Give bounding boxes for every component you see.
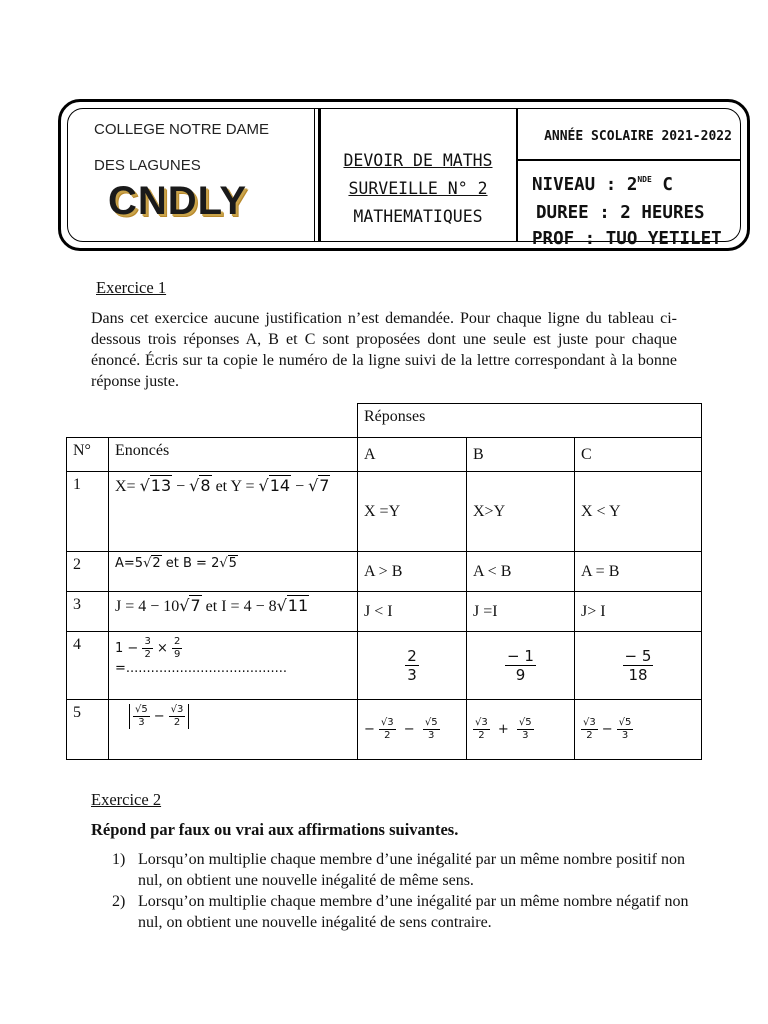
answer-c: J> I — [575, 592, 702, 632]
list-item: 2) Lorsqu’on multiplie chaque membre d’une inégalité par un même nombre négatif non nul, on obtient une nouvelle inégalité de sens contraire. — [112, 893, 689, 931]
class-level: NIVEAU : 2NDE C — [532, 175, 673, 195]
statement: J = 4 − 10√7 et I = 4 − 8√11 — [109, 592, 358, 632]
answer-c: X < Y — [575, 472, 702, 552]
statement: 1 − $\frac{3}{2}$ × $\frac{2}{9}$ =....................................... — [109, 632, 358, 700]
statement: A=5√2 et B = 2√5 — [109, 552, 358, 592]
exercise2-instruction: Répond par faux ou vrai aux affirmations suivantes. — [91, 820, 459, 839]
answer-b: $\frac{- 1}{9}$ — [467, 632, 575, 700]
exam-subject: MATHEMATIQUES — [353, 207, 483, 226]
answers-header: Réponses — [358, 404, 702, 438]
answer-b: J =I — [467, 592, 575, 632]
answer-a: X =Y — [358, 472, 467, 552]
school-logo: CNDLY — [108, 179, 248, 223]
exercise2-title: Exercice 2 — [91, 790, 162, 809]
statement: $\frac{√5}{3}$ − $\frac{√3}{2}$ — [109, 700, 358, 760]
answer-c: $\frac{√3}{2}$ − $\frac{√5}{3}$ — [575, 700, 702, 760]
col-header-statements: Enoncés — [109, 438, 358, 472]
header-divider — [516, 159, 740, 161]
row-number: 3 — [67, 592, 109, 632]
exercise1-instructions: Dans cet exercice aucune justification n’est demandée. Pour chaque ligne du tableau ci-dessous trois réponses A, B et C sont proposées dont une seule est juste pour chaque énoncé. Écris sur ta copie le numéro de la ligne suivi de la lettre correspondant à la bonne réponse juste. — [91, 310, 677, 390]
statement: X= √13 − √8 et Y = √14 − √7 — [109, 472, 358, 552]
row-number: 1 — [67, 472, 109, 552]
answer-b: X>Y — [467, 472, 575, 552]
answer-c: $\frac{- 5}{18}$ — [575, 632, 702, 700]
exam-title: DEVOIR DE MATHS — [343, 151, 493, 170]
exam-subtitle: SURVEILLE N° 2 — [348, 179, 488, 198]
qcm-table — [66, 403, 702, 760]
row-number: 2 — [67, 552, 109, 592]
answer-b: A < B — [467, 552, 575, 592]
table-row — [67, 472, 702, 552]
answer-a: $\frac{2}{3}$ — [358, 632, 467, 700]
school-name-line2: DES LAGUNES — [94, 157, 201, 174]
row-number: 4 — [67, 632, 109, 700]
school-year: ANNÉE SCOLAIRE 2021-2022 — [544, 129, 732, 144]
row-number: 5 — [67, 700, 109, 760]
answer-b: $\frac{√3}{2}$ + $\frac{√5}{3}$ — [467, 700, 575, 760]
answer-c: A = B — [575, 552, 702, 592]
table-row — [67, 552, 702, 592]
col-header-a: A — [358, 438, 467, 472]
statement-list — [112, 849, 692, 933]
table-row — [67, 700, 702, 760]
col-header-c: C — [575, 438, 702, 472]
list-item: 1) Lorsqu’on multiplie chaque membre d’une inégalité par un même nombre positif non nul, on obtient une nouvelle inégalité de même sens. — [112, 851, 685, 889]
duration: DUREE : 2 HEURES — [536, 203, 705, 223]
exercise1-title: Exercice 1 — [96, 278, 167, 297]
table-row — [67, 632, 702, 700]
answer-a: J < I — [358, 592, 467, 632]
header-box — [58, 99, 750, 251]
answer-a: A > B — [358, 552, 467, 592]
header-divider — [314, 109, 315, 241]
teacher-name: PROF : TUO YETILET — [532, 229, 722, 249]
col-header-number: N° — [67, 438, 109, 472]
header-inner-border — [67, 108, 741, 249]
header-divider — [516, 109, 518, 241]
col-header-b: B — [467, 438, 575, 472]
answer-a: − $\frac{√3}{2}$ − $\frac{√5}{3}$ — [358, 700, 467, 760]
school-name-line1: COLLEGE NOTRE DAME — [94, 121, 270, 138]
table-row — [67, 592, 702, 632]
